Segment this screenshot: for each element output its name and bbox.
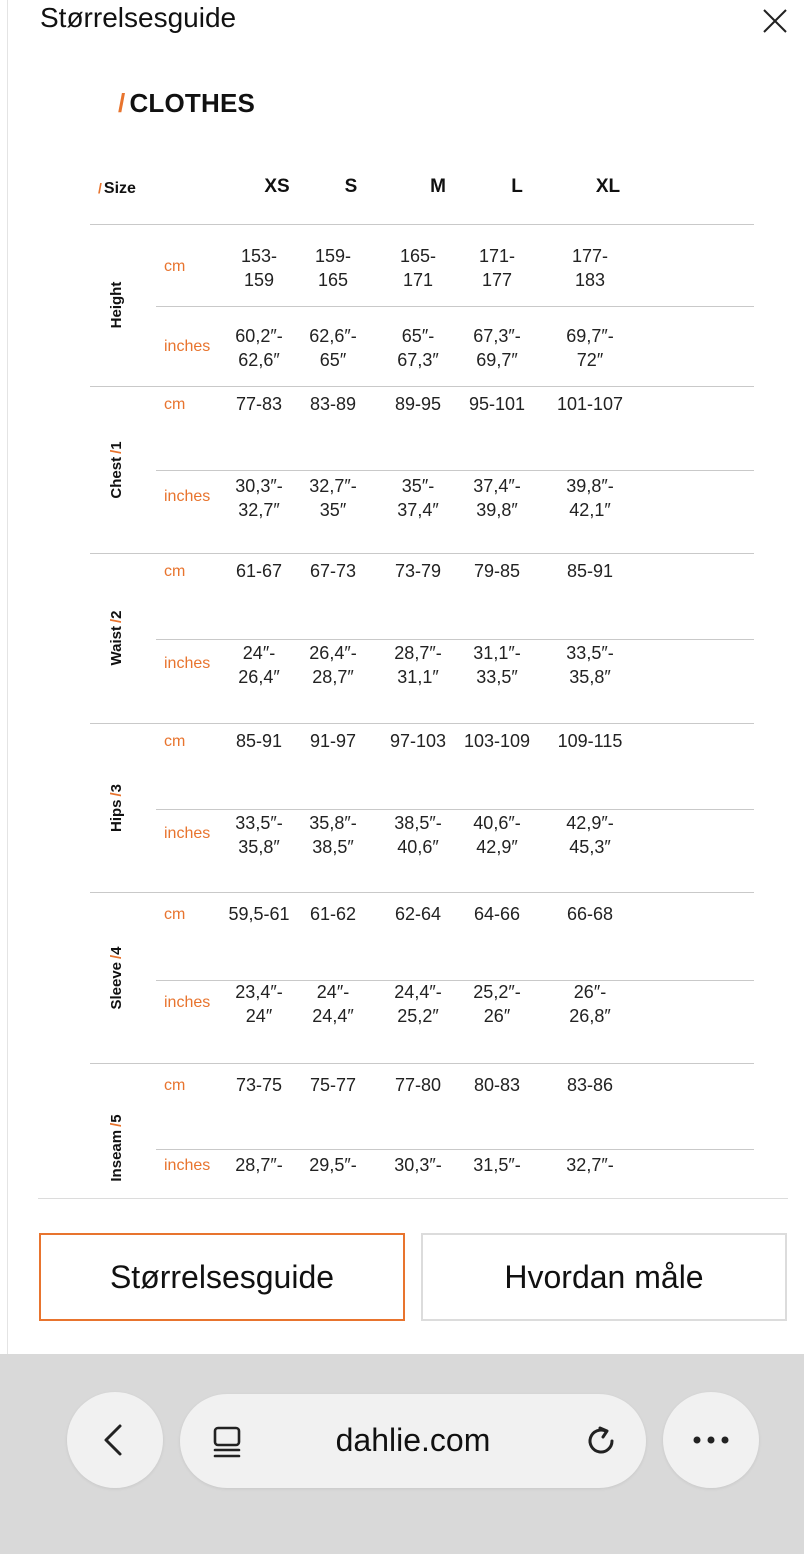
section-title [118,88,255,119]
size-value-cell: 62,6″- 65″ [309,326,357,370]
size-value-cell: 39,8″- 42,1″ [566,476,614,520]
measurement-label-chest [108,410,128,530]
size-header-l: L [511,176,523,197]
size-value-cell: 33,5″- 35,8″ [566,643,614,687]
close-button[interactable] [760,6,790,36]
background-page-edge [0,0,8,1354]
slash-mark: / [108,791,125,796]
section-title-text: CLOTHES [129,88,256,118]
size-value-cell: 62-64 [394,904,442,924]
size-value-cell: 24,4″- 25,2″ [394,982,442,1026]
measurement-number: 3 [108,783,125,792]
size-value-cell: 171- 177 [478,246,516,290]
measurement-label-text: Chest [108,456,125,499]
size-table-scroll-area[interactable] [8,60,804,1200]
group-divider [90,1063,754,1064]
size-value-cell: 40,6″- 42,9″ [473,813,521,857]
unit-label: cm [164,396,186,413]
group-divider [90,892,754,893]
unit-label: inches [164,338,211,355]
group-divider [90,224,754,225]
size-value-cell: 159- 165 [314,246,352,290]
slash-mark: / [108,618,125,624]
size-value-cell: 60,2″- 62,6″ [235,326,283,370]
size-value-cell: 31,1″- 33,5″ [473,643,521,687]
size-value-cell: 65″- 67,3″ [397,326,439,370]
size-value-cell: 31,5″- [473,1155,521,1175]
size-value-cell: 28,7″- [235,1155,283,1175]
size-value-cell: 165- 171 [399,246,437,290]
size-value-cell: 95-101 [468,394,526,414]
slash-mark: / [108,954,125,959]
size-value-cell: 69,7″- 72″ [566,326,614,370]
size-header-xl: XL [595,176,621,197]
size-value-cell: 77-83 [235,394,283,414]
size-header-m: M [430,176,446,197]
size-value-cell: 38,5″- 40,6″ [394,813,442,857]
row-divider [156,306,754,307]
unit-label: cm [164,258,186,275]
measurement-label-sleeve [108,918,128,1038]
row-divider [156,1149,754,1150]
size-value-cell: 30,3″- 32,7″ [235,476,283,520]
group-divider [90,386,754,387]
reload-icon[interactable] [582,1422,620,1460]
size-guide-modal [8,0,804,1354]
size-value-cell: 85-91 [566,561,614,581]
size-value-cell: 75-77 [309,1075,357,1095]
measurement-label-height [108,245,128,365]
chevron-left-icon [95,1420,135,1460]
size-value-cell: 89-95 [394,394,442,414]
size-value-cell: 103-109 [463,731,531,751]
size-value-cell: 32,7″- [566,1155,614,1175]
size-value-cell: 97-103 [389,731,447,751]
size-value-cell: 77-80 [394,1075,442,1095]
size-value-cell: 32,7″- 35″ [309,476,357,520]
measurement-label-text: Sleeve [108,961,125,1010]
measurement-label-inseam [108,1088,128,1200]
size-value-cell: 25,2″- 26″ [473,982,521,1026]
modal-footer-divider [38,1198,788,1199]
size-header-xs: XS [264,176,290,197]
row-divider [156,470,754,471]
modal-title: Størrelsesguide [40,2,237,33]
row-divider [156,639,754,640]
measurement-number: 4 [108,945,125,955]
unit-label: inches [164,1157,211,1174]
size-value-cell: 24″- 26,4″ [238,643,280,687]
size-value-cell: 37,4″- 39,8″ [473,476,521,520]
unit-label: cm [164,906,186,923]
size-value-cell: 66-68 [566,904,614,924]
more-options-button[interactable] [663,1392,759,1488]
size-value-cell: 42,9″- 45,3″ [566,813,614,857]
measurement-label-text: Waist [108,626,125,666]
unit-label: inches [164,825,211,842]
measurement-label-text: Inseam [108,1129,125,1182]
slash-mark: / [118,88,126,118]
size-value-cell: 61-62 [309,904,357,924]
size-value-cell: 67,3″- 69,7″ [473,326,521,370]
size-value-cell: 79-85 [473,561,521,581]
address-bar[interactable] [180,1394,646,1488]
size-value-cell: 30,3″- [394,1155,442,1175]
unit-label: inches [164,488,211,505]
size-value-cell: 24″- 24,4″ [312,982,354,1026]
close-icon [760,6,790,36]
size-value-cell: 85-91 [235,731,283,751]
group-divider [90,553,754,554]
unit-label: cm [164,733,186,750]
unit-label: inches [164,994,211,1011]
measurement-number: 5 [108,1114,125,1123]
size-value-cell: 153- 159 [240,246,278,290]
row-divider [156,809,754,810]
size-column-label [98,180,136,198]
size-value-cell: 23,4″- 24″ [235,982,283,1026]
size-value-cell: 73-75 [235,1075,283,1095]
size-value-cell: 59,5-61 [228,904,290,924]
size-value-cell: 29,5″- [309,1155,357,1175]
back-button[interactable] [67,1392,163,1488]
unit-label: cm [164,563,186,580]
size-header-s: S [344,176,358,197]
slash-mark: / [98,180,102,196]
size-value-cell: 26,4″- 28,7″ [309,643,357,687]
measurement-number: 1 [108,440,125,450]
how-to-measure-tab-button[interactable]: Hvordan måle [421,1233,787,1321]
url-text: dahlie.com [335,1422,491,1458]
measurement-number: 2 [108,610,125,619]
size-value-cell: 83-89 [309,394,357,414]
size-label-text: Size [103,180,136,197]
measurement-label-waist [108,578,128,698]
measurement-label-text: Hips [108,799,125,832]
size-value-cell: 67-73 [309,561,357,581]
size-value-cell: 35″- 37,4″ [397,476,439,520]
size-value-cell: 80-83 [473,1075,521,1095]
slash-mark: / [108,449,125,454]
size-value-cell: 26″- 26,8″ [569,982,611,1026]
size-value-cell: 83-86 [566,1075,614,1095]
unit-label: cm [164,1077,186,1094]
slash-mark: / [108,1122,125,1127]
size-value-cell: 177- 183 [571,246,609,290]
size-value-cell: 35,8″- 38,5″ [309,813,357,857]
size-guide-tab-button[interactable]: Størrelsesguide [39,1233,405,1321]
more-dots-icon [689,1434,733,1446]
group-divider [90,723,754,724]
size-value-cell: 109-115 [557,731,623,751]
size-value-cell: 61-67 [235,561,283,581]
size-value-cell: 91-97 [309,731,357,751]
size-value-cell: 33,5″- 35,8″ [235,813,283,857]
size-value-cell: 73-79 [394,561,442,581]
measurement-label-text: Height [108,281,125,329]
size-value-cell: 64-66 [473,904,521,924]
size-value-cell: 28,7″- 31,1″ [394,643,442,687]
measurement-label-hips [108,748,128,868]
unit-label: inches [164,655,211,672]
size-value-cell: 101-107 [556,394,624,414]
